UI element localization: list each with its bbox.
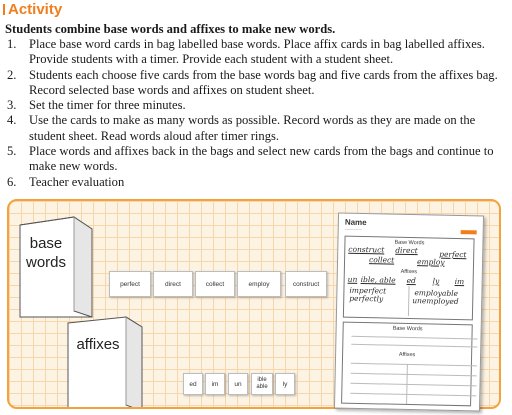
sheet-column-divider (408, 286, 410, 316)
base-word-card: perfect (109, 271, 151, 297)
step-item (5, 98, 505, 113)
made-word: perfectly (349, 293, 384, 304)
step-text: Place base word cards in bag labelled base words. Place affix cards in bag labelled affixes. Provide students with a timer. Provide each student with a student sheet. (29, 37, 485, 67)
affix-card: im (205, 373, 225, 395)
affix-card: un (228, 373, 248, 395)
handwritten-affix: im (454, 276, 465, 287)
student-sheet (334, 212, 484, 411)
handwritten-affix: ible, able (360, 274, 396, 285)
base-bag-label (20, 234, 72, 272)
step-text: Set the timer for three minutes. (29, 98, 186, 113)
steps-list (5, 37, 505, 190)
affix-card: ible able (251, 373, 273, 395)
sheet-rule (351, 363, 477, 367)
affix-card: ed (183, 373, 203, 395)
step-number: 1. (7, 37, 17, 51)
heading-bullet (3, 4, 5, 15)
handwritten-base-word: collect (368, 255, 395, 265)
sheet-rule (351, 344, 477, 348)
step-text: Place words and affixes back in the bags and select new cards from the bags and continue to make new words. (29, 144, 494, 174)
base-word-card: construct (285, 271, 327, 297)
step-number: 4. (7, 113, 17, 128)
activity-subheading: Students combine base words and affixes to make new words. (5, 22, 336, 36)
sheet-affixes-label: Affixes (400, 268, 418, 276)
step-text: Teacher evaluation (29, 174, 125, 189)
sheet-section-affixes: Affixes (398, 351, 416, 359)
sheet-rule (350, 393, 476, 397)
sheet-blank-box (341, 322, 473, 407)
base-word-card: direct (153, 271, 193, 297)
sheet-base-words-label: Base Words (394, 239, 425, 247)
sheet-record-box (343, 236, 475, 321)
sheet-name-title: Name (344, 217, 367, 228)
sheet-section-base-words: Base Words (392, 325, 423, 333)
step-item (5, 175, 505, 190)
step-item (5, 144, 505, 175)
step-text: Use the cards to make as many words as possible. Record words as they are made on the student sheet. Read words aloud after timer rings. (29, 113, 476, 143)
handwritten-base-word: direct (395, 245, 418, 256)
base-bag-label-line2: words (25, 254, 66, 271)
made-word: imperfect (349, 285, 387, 296)
base-word-card: employ (237, 271, 281, 297)
made-word: employable (414, 288, 459, 299)
sheet-orange-tag (461, 230, 477, 234)
sheet-header-small: ────── (344, 226, 362, 232)
handwritten-base-word: construct (348, 244, 385, 255)
handwritten-affix: ly (432, 276, 440, 286)
handwritten-affix: un (347, 274, 358, 284)
step-text: Students each choose five cards from the base words bag and five cards from the affixes bag. Record selected base words and affixes on student sheet. (29, 67, 498, 97)
step-item (5, 37, 505, 68)
base-bag-label-line1: base (29, 235, 63, 252)
affixes-bag (64, 313, 146, 409)
affix-card: ly (275, 373, 295, 395)
affix-bag-label: affixes (76, 336, 120, 353)
step-number: 5. (7, 144, 17, 159)
step-number: 3. (7, 98, 17, 113)
made-word: unemployed (412, 296, 459, 307)
step-number: 2. (7, 67, 17, 82)
sheet-rule (351, 336, 477, 340)
step-number: 6. (7, 174, 17, 189)
activity-heading-text: Activity (8, 1, 63, 18)
activity-heading (3, 1, 62, 18)
step-item (5, 68, 505, 99)
handwritten-base-word: perfect (439, 249, 467, 260)
step-item (5, 113, 505, 144)
sheet-rule (351, 373, 477, 377)
base-word-card: collect (195, 271, 235, 297)
handwritten-base-word: employ (416, 257, 445, 267)
sheet-rule (350, 383, 476, 387)
handwritten-affix: ed (406, 275, 417, 286)
